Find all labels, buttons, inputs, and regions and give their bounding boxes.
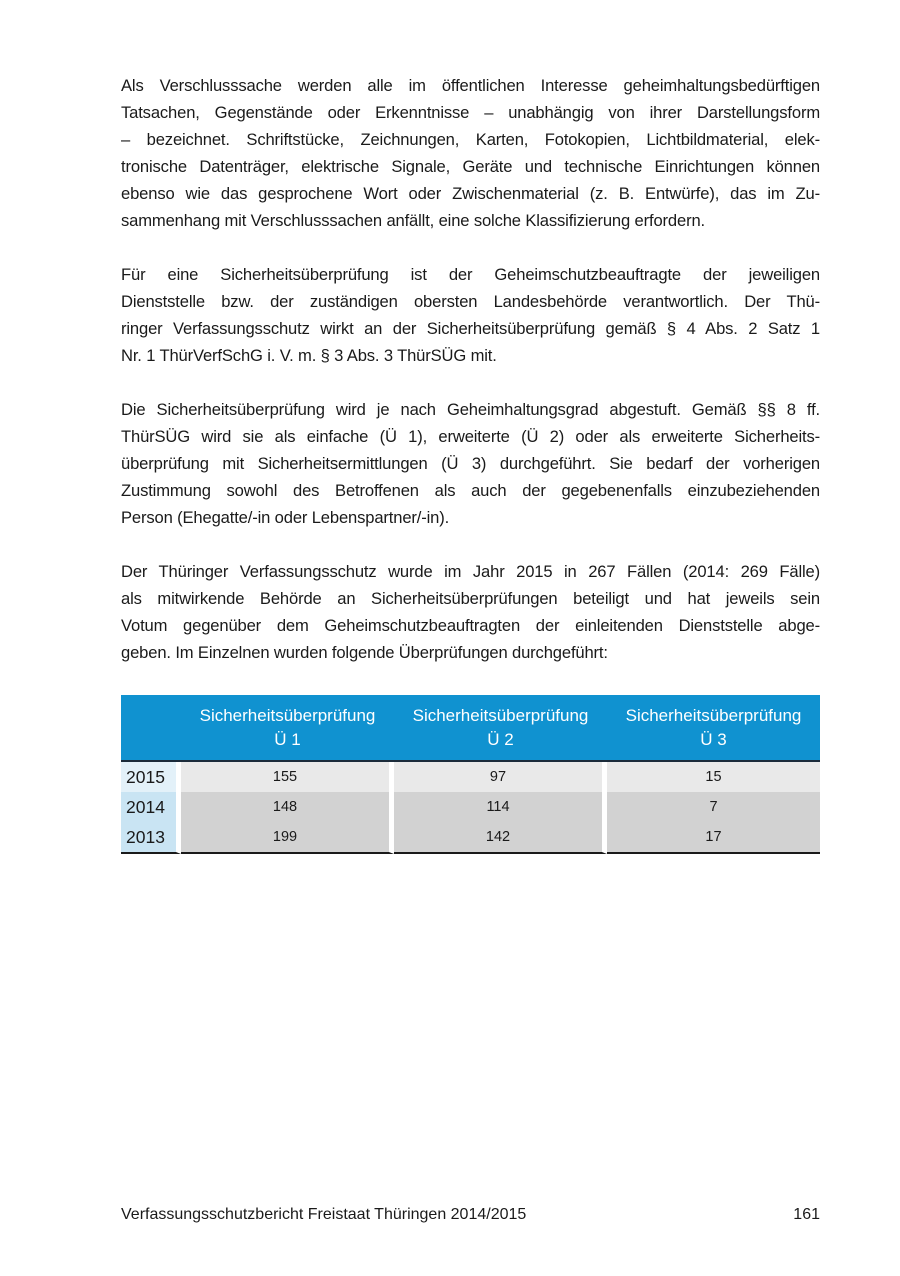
body-text — [121, 72, 820, 693]
year-cell: 2015 — [121, 762, 181, 792]
text-line: tronische Datenträger, elektrische Signale, Geräte und technische Einrichtungen können — [121, 157, 820, 176]
header-cell-year — [121, 695, 181, 762]
year-cell: 2014 — [121, 792, 181, 822]
table-row — [121, 762, 820, 792]
text-line: Tatsachen, Gegenstände oder Erkenntnisse – unabhängig von ihrer Darstellungsform — [121, 103, 820, 122]
value-cell: 142 — [394, 822, 607, 854]
text-line: Dienststelle bzw. der zuständigen obersten Landesbehörde verantwortlich. Der Thü- — [121, 292, 820, 311]
text-line: Votum gegenüber dem Geheimschutzbeauftragten der einleitenden Dienststelle abge- — [121, 616, 820, 635]
text-line: Für eine Sicherheitsüberprüfung ist der Geheimschutzbeauftragte der jeweiligen — [121, 265, 820, 284]
text-line: ebenso wie das gesprochene Wort oder Zwischenmaterial (z. B. Entwürfe), das im Zu- — [121, 184, 820, 203]
text-line: ringer Verfassungsschutz wirkt an der Sicherheitsüberprüfung gemäß § 4 Abs. 2 Satz 1 — [121, 319, 820, 338]
value-cell: 97 — [394, 762, 607, 792]
text-line: Der Thüringer Verfassungsschutz wurde im Jahr 2015 in 267 Fällen (2014: 269 Fälle) — [121, 562, 820, 581]
value-cell: 199 — [181, 822, 394, 854]
year-cell: 2013 — [121, 822, 181, 854]
text-line: Die Sicherheitsüberprüfung wird je nach Geheimhaltungsgrad abgestuft. Gemäß §§ 8 ff. — [121, 400, 820, 419]
text-line: Person (Ehegatte/-in oder Lebenspartner/-in). — [121, 508, 450, 527]
footer-title: Verfassungsschutzbericht Freistaat Thüringen 2014/2015 — [121, 1206, 527, 1223]
paragraph-zustaendigkeit — [121, 261, 820, 369]
paragraph-verschlusssache — [121, 72, 820, 234]
table-header-row — [121, 695, 820, 762]
value-cell: 155 — [181, 762, 394, 792]
security-checks-table — [121, 695, 820, 854]
text-line: geben. Im Einzelnen wurden folgende Überprüfungen durchgeführt: — [121, 643, 608, 662]
data-table — [121, 695, 820, 854]
text-line: als mitwirkende Behörde an Sicherheitsüberprüfungen beteiligt und hat jeweils sein — [121, 589, 820, 608]
paragraph-statistik — [121, 558, 820, 666]
value-cell: 7 — [607, 792, 820, 822]
value-cell: 17 — [607, 822, 820, 854]
text-line: Als Verschlusssache werden alle im öffentlichen Interesse geheimhaltungsbedürftigen — [121, 76, 820, 95]
header-cell-u1: Sicherheitsüberprüfung Ü 1 — [181, 695, 394, 762]
paragraph-abstufung — [121, 396, 820, 531]
text-line: Nr. 1 ThürVerfSchG i. V. m. § 3 Abs. 3 ThürSÜG mit. — [121, 346, 497, 365]
value-cell: 114 — [394, 792, 607, 822]
text-line: ThürSÜG wird sie als einfache (Ü 1), erweiterte (Ü 2) oder als erweiterte Sicherheits- — [121, 427, 820, 446]
text-line: überprüfung mit Sicherheitsermittlungen (Ü 3) durchgeführt. Sie bedarf der vorherigen — [121, 454, 820, 473]
table-row — [121, 792, 820, 822]
value-cell: 148 — [181, 792, 394, 822]
header-cell-u3: Sicherheitsüberprüfung Ü 3 — [607, 695, 820, 762]
text-line: – bezeichnet. Schriftstücke, Zeichnungen, Karten, Fotokopien, Lichtbildmaterial, elek- — [121, 130, 820, 149]
text-line: sammenhang mit Verschlusssachen anfällt, eine solche Klassifizierung erfordern. — [121, 211, 705, 230]
header-cell-u2: Sicherheitsüberprüfung Ü 2 — [394, 695, 607, 762]
table-row — [121, 822, 820, 854]
value-cell: 15 — [607, 762, 820, 792]
page-number: 161 — [793, 1206, 820, 1223]
text-line: Zustimmung sowohl des Betroffenen als auch der gegebenenfalls einzubeziehenden — [121, 481, 820, 500]
